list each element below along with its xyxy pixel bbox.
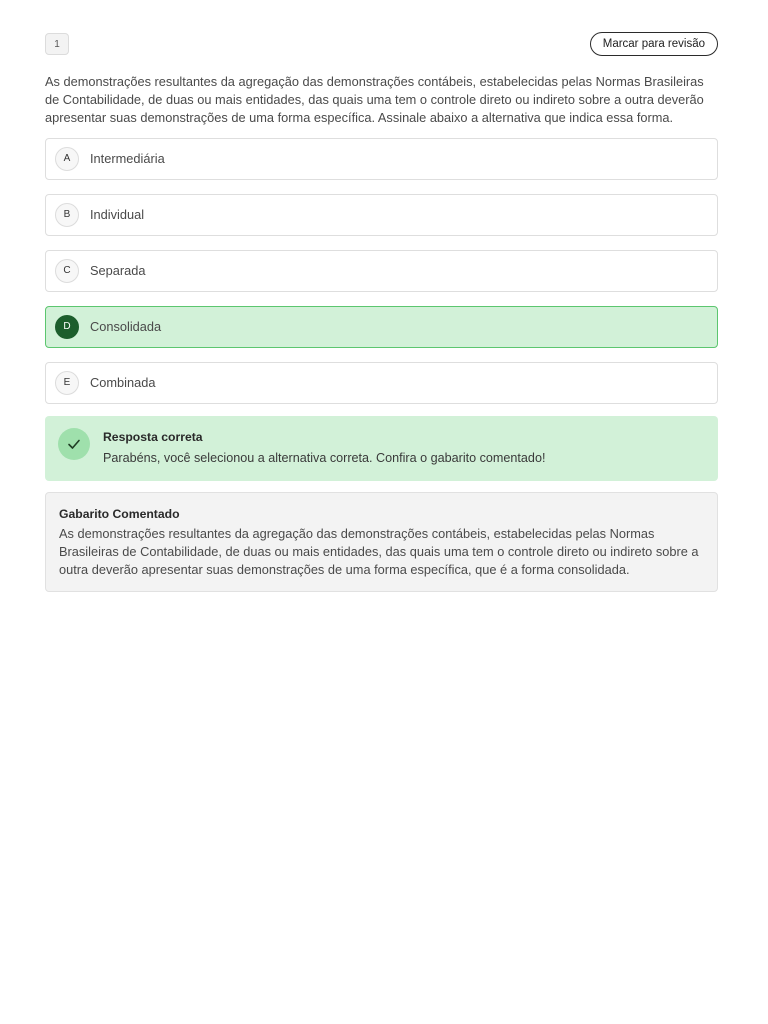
option-letter: D bbox=[55, 315, 79, 339]
option-label: Individual bbox=[90, 207, 145, 223]
option-letter: A bbox=[55, 147, 79, 171]
option-label: Separada bbox=[90, 263, 146, 279]
option-e[interactable] bbox=[45, 362, 718, 404]
question-header bbox=[45, 32, 718, 56]
correct-answer-feedback bbox=[45, 416, 718, 481]
option-letter: B bbox=[55, 203, 79, 227]
answer-options bbox=[45, 138, 718, 404]
answer-key-title: Gabarito Comentado bbox=[59, 506, 180, 521]
option-letter: C bbox=[55, 259, 79, 283]
feedback-text: Parabéns, você selecionou a alternativa correta. Confira o gabarito comentado! bbox=[103, 450, 546, 465]
option-b[interactable] bbox=[45, 194, 718, 236]
option-letter: E bbox=[55, 371, 79, 395]
check-icon bbox=[58, 428, 90, 460]
option-label: Combinada bbox=[90, 375, 156, 391]
question-text: As demonstrações resultantes da agregação das demonstrações contábeis, estabelecidas pelas Normas Brasileiras de Contabilidade, de duas ou mais entidades, das quais uma tem o controle direto ou indireto sobre a outra deverão apresentar suas demonstrações de uma forma específica. Assinale abaixo a alternativa que indica essa forma. bbox=[45, 74, 704, 126]
option-label: Intermediária bbox=[90, 151, 165, 167]
question-card bbox=[45, 32, 718, 592]
answer-key-text: As demonstrações resultantes da agregação das demonstrações contábeis, estabelecidas pelas Normas Brasileiras de Contabilidade, de duas ou mais entidades, das quais uma tem o controle direto ou indireto sobre a outra deverão apresentar suas demonstrações de uma forma específica, que é a forma consolidada. bbox=[59, 525, 699, 578]
option-a[interactable] bbox=[45, 138, 718, 180]
option-label: Consolidada bbox=[90, 319, 162, 335]
option-c[interactable] bbox=[45, 250, 718, 292]
option-d[interactable] bbox=[45, 306, 718, 348]
question-number-badge: 1 bbox=[45, 33, 69, 55]
answer-key-comment bbox=[45, 492, 718, 593]
feedback-title: Resposta correta bbox=[103, 429, 203, 444]
mark-for-review-button[interactable]: Marcar para revisão bbox=[590, 32, 718, 56]
